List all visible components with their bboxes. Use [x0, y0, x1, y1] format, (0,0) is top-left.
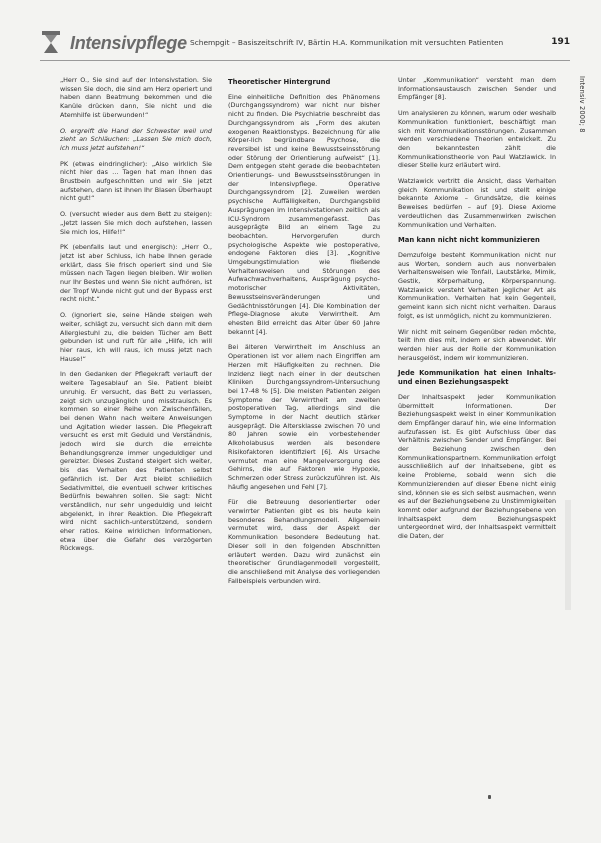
paragraph: Demzufolge besteht Kommunikation nicht nur aus Worten, sondern auch aus nonverbalen Verhaltensweisen wie Tonfall, Lautstärke, Mimik, Gestik, Körperhaltung, Körperspannung. Watzlawick versteht Verhalten jeglicher Art als Kommunikation. Verhalten hat kein Gegenteil, gemeint kann sich nicht nicht verhalten. Daraus folgt, es ist unmöglich, nicht zu kommunizieren.: [398, 250, 556, 320]
paragraph: Eine einheitliche Definition des Phänomens (Durchgangssyndrom) war nicht nur bisher nicht zu finden. Die Psychiatrie beschreibt das Durchgangssyndrom als „Form des akuten exogenen Reaktionstyps. Bezeichnung für alle Körper-lich begründbare Psychose, die reversibel ist und keine Bewusstseinsstörung oder Störung der Orientierung aufweist“ [1]. Dem entgegen steht gerade die beobachteten Orientierungs- und Bewusstseinsstörungen in der Intensivpflege. Operative Durchgangssyndrom [2]. Zuweilen werden psychische Auffälligkeiten, Durchgangsbild Ausprägungen im Intensivstationen zeitlich als ICU-Syndrom zusammengefasst. Das ausgeprägte Bild an einem Tage zu beobachten. Hervorgerufen durch psychologische Aspekte wie postoperative, endogene Faktoren dies [3]. „Kognitive Umgebungstimulation wie fließende Verhaltensweisen und Störungen des Aufwachwachverhaltens, Ausprägung psycho-motorischer Aktivitäten, Bewusstseinsveränderungen und Gedächtnisstörungen [4]. Die Kombination der Pflege-Diagnose akute Verwirrtheit. Am ehesten Bild erreicht das Alter über 60 Jahre bekannt [4].: [228, 92, 380, 336]
paragraph: Der Inhaltsaspekt jeder Kommunikation übermittelt Informationen. Der Beziehungsaspekt weist in einer Kommunikation dem Empfänger darauf hin, wie eine Information aufzufassen ist. Es gibt Aufschluss über das Verhältnis zwischen Sender und Empfänger. Bei der Beziehung zwischen den Kommunikationspartnern. Kommunikation erfolgt ausschließlich auf der Inhaltsebene, gibt es keine Probleme, sobald wenn sich die Kommunizierenden auf dieser Ebene nicht einig sind, können sie es sich selbst ausmachen, wenn es auf der Beziehungsebene zu Unstimmigkeiten kommt oder aufgrund der Beziehungsebene von Inhaltsaspekt dem Beziehungsaspekt untergeordnet wird, der Inhaltsaspekt vermittelt die Daten, der: [398, 392, 556, 541]
page-header: [40, 30, 570, 61]
paragraph: Bei älteren Verwirrtheit im Anschluss an Operationen ist vor allem nach Eingriffen am Herzen mit Häufigkeiten zu rechnen. Die Inzidenz liegt nach einer in der deutschen Kliniken Durchgangssyndrom-Untersuchung bei 17-48 % [5]. Die meisten Patienten zeigen Symptome der Verwirrtheit am zweiten postoperativen Tag, allerdings sind die Symptome in der Nacht deutlich stärker ausgeprägt. Die Altersklasse zwischen 70 und 80 Jahren sowie ein vorbestehender Alkoholabusus werden als besondere Risikofaktoren identifiziert [6]. Als Ursache vermutet man eine Mangelversorgung des Gehirns, die auf Faktoren wie Hypoxie, Schmerzen oder Stress zurückzuführen ist. Als häufig angesehen und Fehl [7].: [228, 343, 380, 491]
paragraph: PK (ebenfalls laut und energisch): „Herr O., jetzt ist aber Schluss, ich habe Ihnen gerade erklärt, dass Sie frisch operiert sind und Sie müssen nach Tagen liegen bleiben. Wir wollen nur Ihr Bestes und wenn Sie nicht aufhören, ist der Tropf Wunde nicht gut und der Bypass erst recht nicht.“: [60, 243, 212, 304]
section-heading: Jede Kommunikation hat einen Inhalts- und einen Beziehungsaspekt: [398, 369, 556, 387]
paragraph: Wir nicht mit seinem Gegenüber reden möchte, teilt ihm dies mit, indem er sich abwendet. Wir werden hier aus der Rolle der Kommunikation herausgelöst, indem wir kommunizieren.: [398, 327, 556, 362]
paragraph: Um analysieren zu können, warum oder weshalb Kommunikation funktioniert, beschäftigt man sich mit Kommunikationsstörungen. Zusammen werden verschiedene Theorien entwickelt. Zu den bekanntesten zählt die Kommunikationstheorie von Paul Watzlawick. In dieser Stelle kurz erläutert wird.: [398, 109, 556, 170]
paragraph: In den Gedanken der Pflegekraft verlauft der weitere Tagesablauf an Sie. Patient bleibt unruhig. Er versucht, das Bett zu verlassen, zeigt sich unzugänglich und misstrauisch. Es kommen so einer Reihe von Zwischenfällen, bei denen Wahn nach weitere Anweisungen und Agitation wieder lassen. Die Pflegekraft versucht es erst mit Geduld und Verständnis, jedoch wird sie durch die erreichte Behandlungsgrenze immer ungeduldiger und gereizter. Dieses Zustand steigert sich weiter, bis das Verhalten des Patienten selbst gefährlich ist. Der Arzt bleibt schließlich Sedativmittel, die eventuell schwer kritisches Bedürfnis bewahren sollen. Sie sagt: Nicht verständlich, nur sehr ungeduldig und leicht abgelenkt, in ihrer Reaktion. Die Pflegekraft wird nicht sachlich-unterstützend, sondern eher ratlos. Keine wirklichen Informationen, etwa über die Gefahr des verzögerten Rückwegs.: [60, 370, 212, 553]
paragraph: O. ergreift die Hand der Schwester weil und zieht an Schläuchen: „Lassen Sie mich doch, ich muss jetzt aufstehen!“: [60, 126, 212, 152]
paragraph: Für die Betreuung desorientierter oder verwirrter Patienten gibt es bis heute kein besonderes Behandlungsmodell. Allgemein vermutet wird, dass der Aspekt der Kommunikation besondere Bedeutung hat. Dieser soll in den folgenden Abschnitten erläutert werden. Dazu wird zunächst ein theoretischer Grundlagenmodell vorgestellt, die anschließend mit Analyse des vorliegenden Fallbeispiels verbunden wird.: [228, 498, 380, 585]
column-left: [60, 76, 212, 560]
running-title: Schempgit – Basiszeitschrift IV, Bärtin H.A. Kommunikation mit versuchten Patienten: [190, 38, 504, 47]
column-right: [398, 76, 556, 548]
side-citation: Intensiv 2000; 8: [578, 76, 586, 133]
paragraph: Unter „Kommunikation“ versteht man dem Informationsaustausch zwischen Sender und Empfänger [8].: [398, 76, 556, 102]
margin-shade: [565, 500, 571, 610]
column-middle: [228, 76, 380, 592]
paragraph: O. (versucht wieder aus dem Bett zu steigen): „Jetzt lassen Sie mich doch aufstehen, lassen Sie mich los, Hilfe!!“: [60, 210, 212, 236]
section-heading: Theoretischer Hintergrund: [228, 78, 331, 86]
scan-speck: [488, 795, 491, 799]
paragraph: „Herr O., Sie sind auf der Intensivstation. Sie wissen Sie doch, die sind am Herz operiert und haben dann Beatmung bekommen und die Kanüle drücken dann, Sie nicht und die Atemhilfe ist überwunden!“: [60, 76, 212, 119]
page-number: 191: [551, 37, 570, 47]
section-heading: Man kann nicht nicht kommunizieren: [398, 236, 540, 245]
paragraph: O. (ignoriert sie, seine Hände steigen weh weiter, schlägt zu, versucht sich dann mit dem Allergiestuhl zu, die beiden Tücher am Bett gebunden ist und ruft für alle „Hilfe, ich will hier raus, ich will raus, ich muss jetzt nach Hause!“: [60, 311, 212, 363]
paragraph: Watzlawick vertritt die Ansicht, dass Verhalten gleich Kommunikation ist und stellt einige bekannte Axiome – Grundsätze, die keines Beweises bedürfen – auf [9]. Diese Axiome verdeutlichen das Zusammenwirken zwischen Kommunikation und Verhalten.: [398, 177, 556, 229]
logo-icon: [40, 30, 62, 54]
brand-title: Intensivpflege: [70, 33, 187, 53]
paragraph: PK (etwas eindringlicher): „Also wirklich Sie nicht hier das … Tagen hat man Ihnen das Brustbein aufgeschnitten und wir Sie jetzt aufstehen, dann ist ihnen Ihr Blasen Überhaupt nicht gut!“: [60, 159, 212, 203]
